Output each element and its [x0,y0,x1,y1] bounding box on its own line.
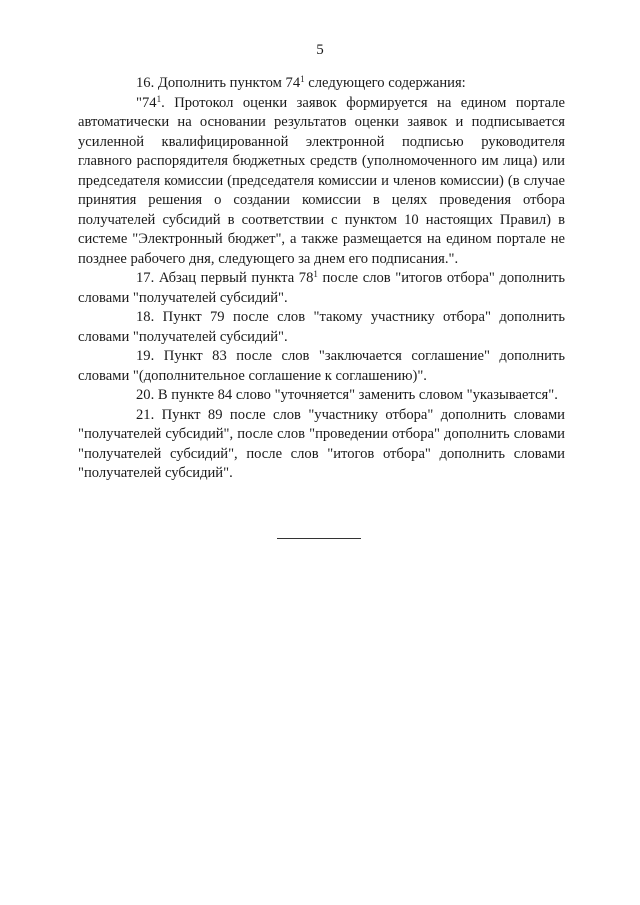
paragraph-text: после слов "итогов отбора" дополнить словами "получателей субсидий". [78,270,565,306]
document-body [78,74,565,484]
superscript-index: 1 [300,74,305,84]
paragraph-text: . Протокол оценки заявок формируется на едином портале автоматически на основании результатов оценки заявок и подписывается усиленной квалифицированной электронной подписью руководителя главного распорядителя бюджетных средств (уполномоченного им лица) или председателя комиссии (председателя комиссии и членов комиссии) (в случае принятия решения о создании комиссии в целях проведения отбора получателей субсидий в соответствии с пунктом 10 настоящих Правил) в системе "Электронный бюджет", а также размещается на едином портале не позднее рабочего дня, следующего за днем его подписания.". [78,94,565,267]
paragraph-item-18 [78,308,565,347]
paragraph-text: 20. В пункте 84 слово "уточняется" заменить словом "указывается". [136,387,558,403]
superscript-index: 1 [156,93,162,104]
paragraph-text: следующего содержания: [304,75,466,91]
paragraph-text: 17. Абзац первый пункта 78 [136,270,314,286]
end-separator-line [277,538,361,539]
paragraph-item-74-1-text [78,94,565,270]
paragraph-text: 18. Пункт 79 после слов "такому участнику отбора" дополнить словами "получателей субсидий". [78,309,565,345]
paragraph-item-20 [78,386,565,406]
paragraph-item-17 [78,269,565,308]
paragraph-item-21 [78,406,565,484]
page-number: 5 [316,42,324,58]
paragraph-text: 19. Пункт 83 после слов "заключается соглашение" дополнить словами "(дополнительное соглашение к соглашению)". [78,348,565,384]
paragraph-text: 21. Пункт 89 после слов "участнику отбора" дополнить словами "получателей субсидий", после слов "проведении отбора" дополнить словами "получателей субсидий", после слов "итогов отбора" дополнить словами "получателей субсидий". [78,406,565,481]
paragraph-text: 16. Дополнить пунктом 74 [136,75,301,91]
paragraph-item-16 [78,74,565,94]
superscript-index: 1 [313,269,318,279]
paragraph-item-19 [78,347,565,386]
paragraph-text: "74 [136,94,157,111]
